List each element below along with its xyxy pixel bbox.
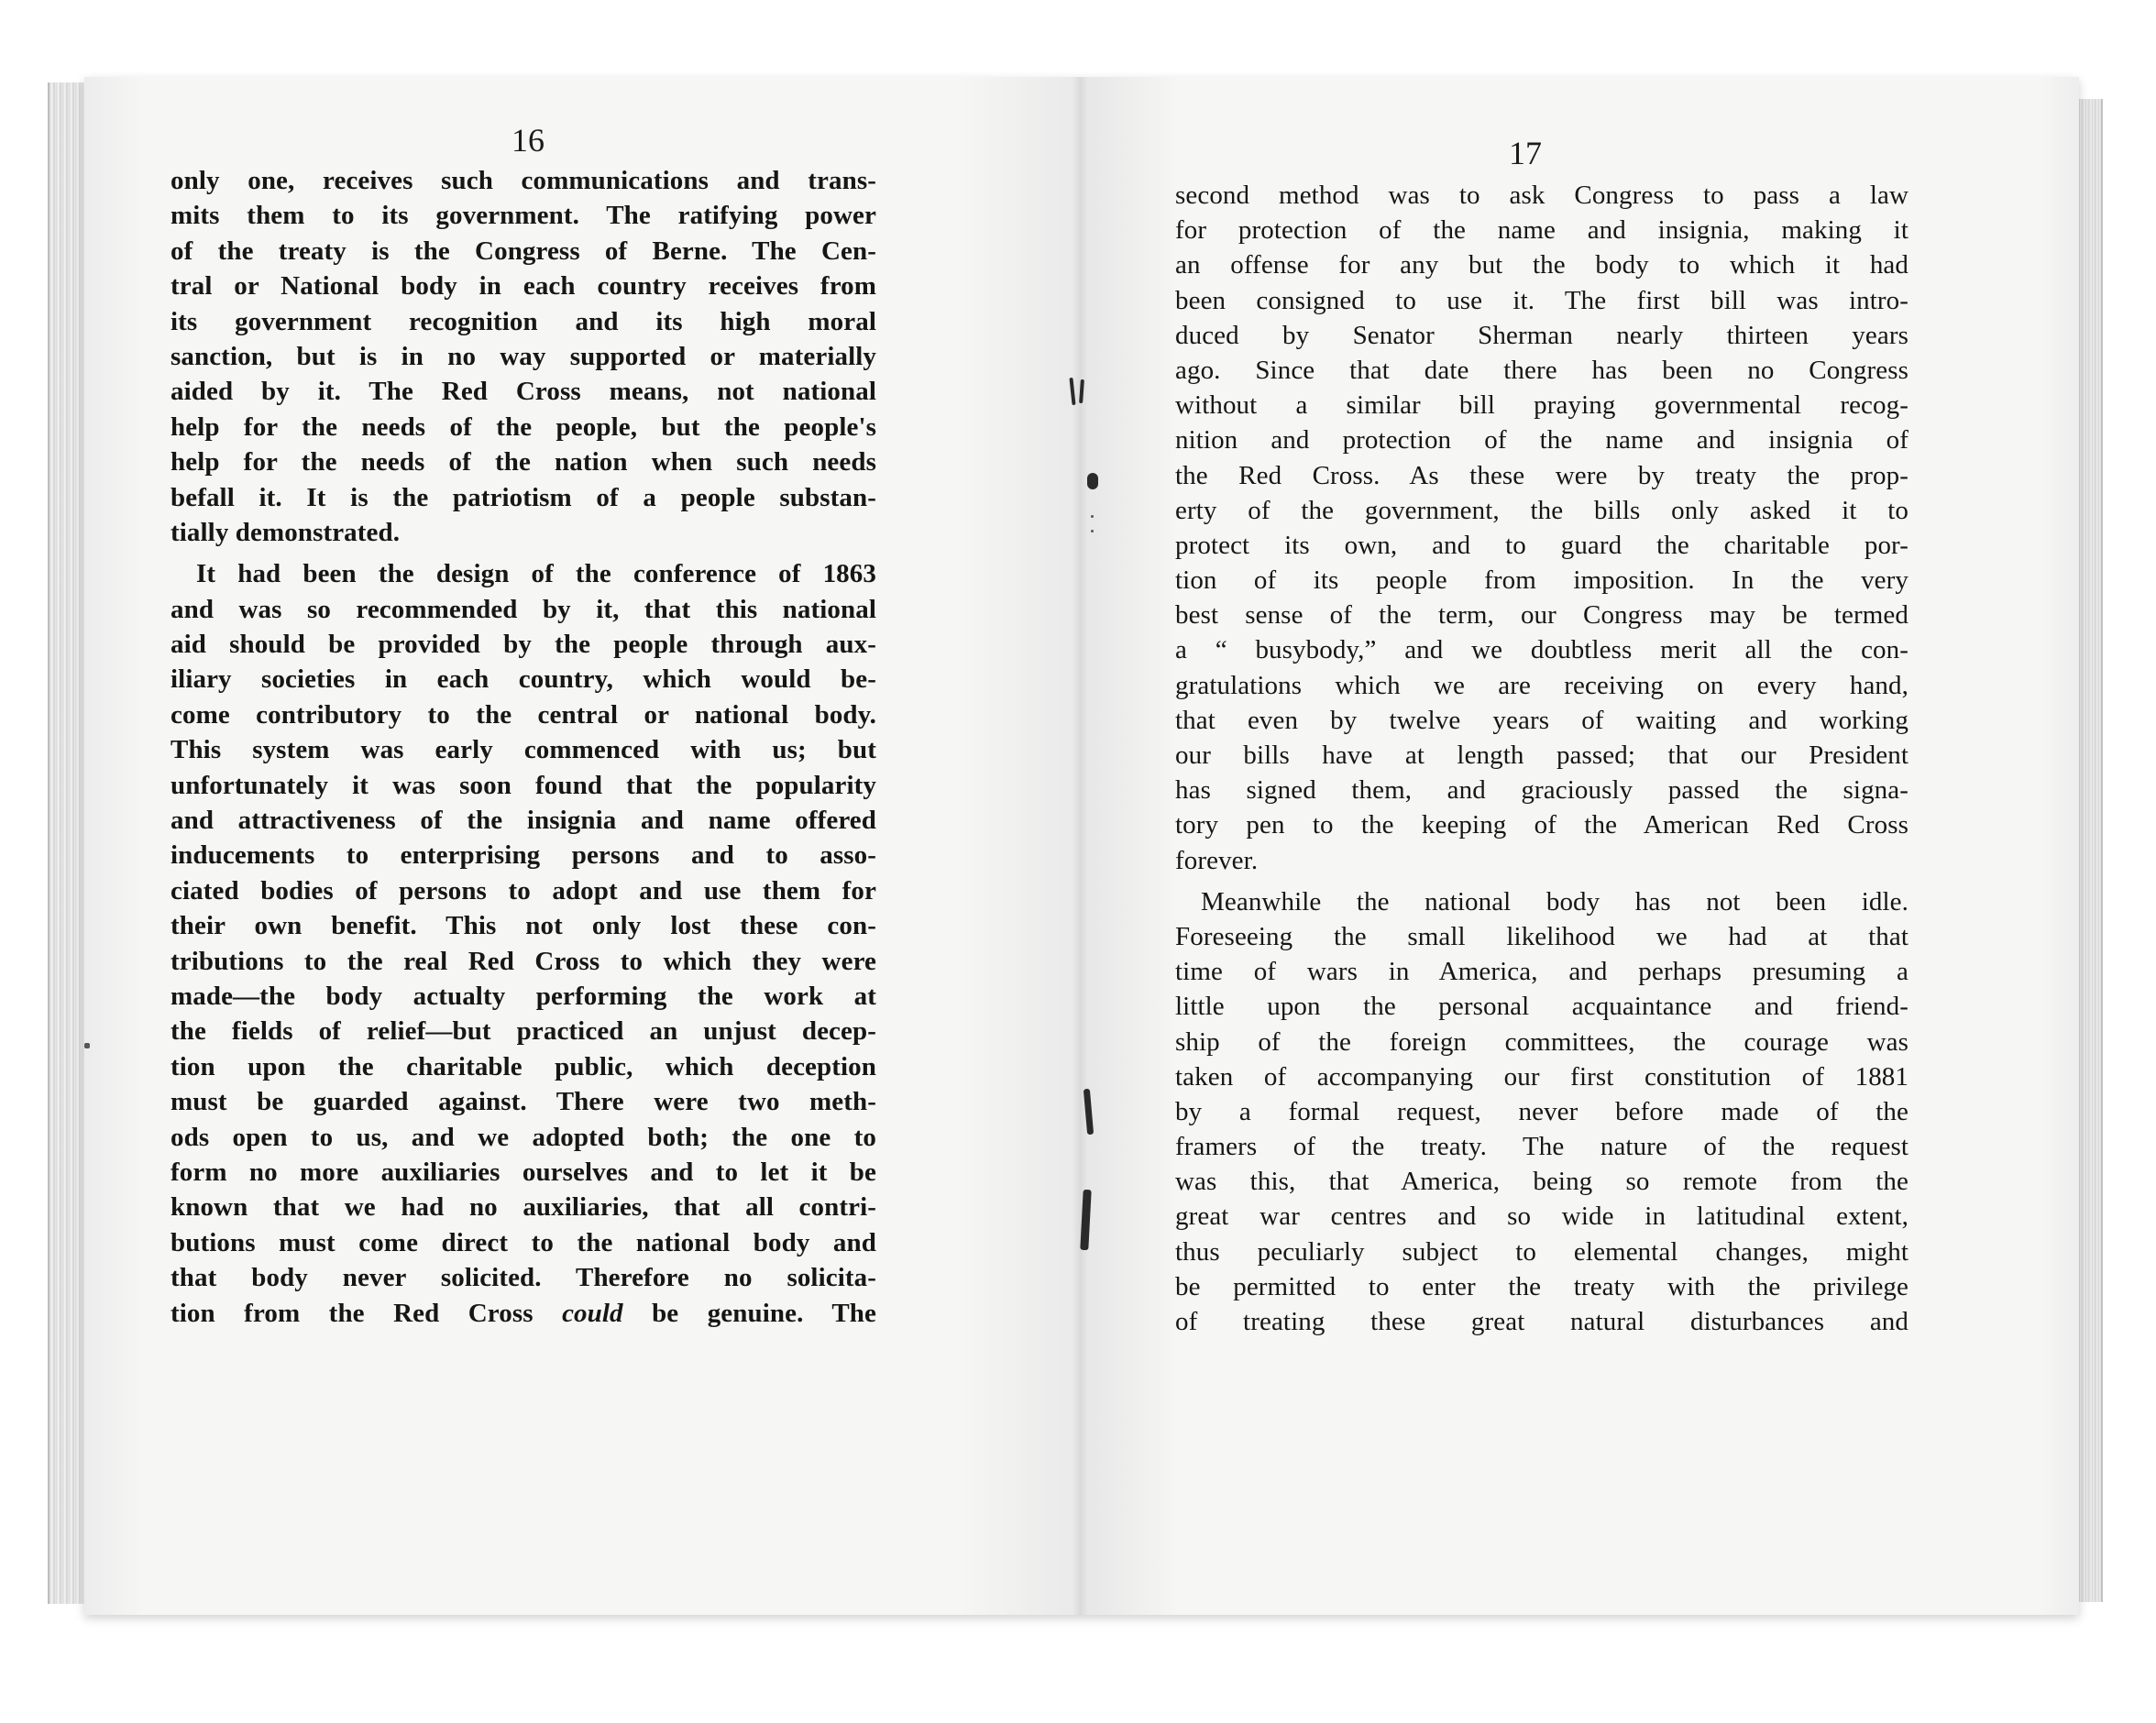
text-line: second method was to ask Congress to pass a law — [1175, 181, 1908, 210]
text-line: thus peculiarly subject to elemental changes, might — [1175, 1236, 1908, 1267]
text-line: butions must come direct to the national body and — [170, 1227, 876, 1257]
text-line: help for the needs of the people, but the people's — [170, 412, 876, 442]
page-fleck — [84, 1043, 90, 1048]
text-line: Foreseeing the small likelihood we had at that — [1175, 921, 1908, 951]
text-line: framers of the treaty. The nature of the request — [1175, 1132, 1908, 1162]
text-line: ciated bodies of persons to adopt and use them for — [170, 875, 876, 905]
text-line: the Red Cross. As these were by treaty the prop- — [1175, 460, 1908, 490]
text-line: erty of the government, the bills only asked it to — [1175, 495, 1908, 525]
text-line: that body never solicited. Therefore no solicita- — [170, 1263, 876, 1293]
text-line: form no more auxiliaries ourselves and to let it be — [170, 1157, 876, 1187]
text-line: made—the body actualty performing the work at — [170, 981, 876, 1011]
text-line: of the treaty is the Congress of Berne. The Cen- — [170, 236, 876, 266]
text-line: tral or National body in each country receives from — [170, 271, 876, 302]
text-line: and was so recommended by it, that this national — [170, 594, 876, 624]
text-line: known that we had no auxiliaries, that all contri- — [170, 1192, 876, 1223]
text-line: tributions to the real Red Cross to which they were — [170, 946, 876, 976]
final-line-emphasis: could — [562, 1298, 623, 1328]
text-line: befall it. It is the patriotism of a people substan- — [170, 482, 876, 512]
text-line: tion of its people from imposition. In the very — [1175, 565, 1908, 596]
text-line: has signed them, and graciously passed the signa- — [1175, 775, 1908, 806]
text-line: mits them to its government. The ratifying power — [170, 201, 876, 231]
binding-thread-mark — [1087, 473, 1098, 489]
text-line: without a similar bill praying governmental recog- — [1175, 390, 1908, 421]
right-page-number: 17 — [1509, 135, 1542, 171]
text-line: duced by Senator Sherman nearly thirteen years — [1175, 320, 1908, 350]
text-line: gratulations which we are receiving on every hand, — [1175, 670, 1908, 700]
text-line: a “ busybody,” and we doubtless merit all the con- — [1175, 635, 1908, 665]
book-gutter — [1072, 77, 1087, 1615]
text-line: been consigned to use it. The first bill was intro- — [1175, 285, 1908, 315]
final-line-start: tion from the Red Cross — [170, 1298, 563, 1328]
text-line: aided by it. The Red Cross means, not national — [170, 377, 876, 407]
text-line: time of wars in America, and perhaps presuming a — [1175, 957, 1908, 987]
final-line-end: be genuine. The — [622, 1298, 876, 1328]
text-line: little upon the personal acquaintance and friend- — [1175, 992, 1908, 1022]
text-line: This system was early commenced with us; but — [170, 735, 876, 765]
text-line: unfortunately it was soon found that the popularity — [170, 770, 876, 800]
binding-dot — [1091, 515, 1094, 518]
text-line: protect its own, and to guard the charitable por- — [1175, 530, 1908, 560]
text-line: by a formal request, never before made of the — [1175, 1096, 1908, 1126]
text-line: our bills have at length passed; that our President — [1175, 741, 1908, 770]
text-line: nition and protection of the name and insignia of — [1175, 425, 1908, 455]
text-line: ago. Since that date there has been no Congress — [1175, 355, 1908, 385]
text-line: inducements to enterprising persons and to asso- — [170, 840, 876, 871]
text-line: iliary societies in each country, which would be- — [170, 664, 876, 695]
text-line: was this, that America, being so remote from the — [1175, 1167, 1908, 1197]
left-page-number: 16 — [512, 122, 544, 159]
text-line: their own benefit. This not only lost these con- — [170, 911, 876, 941]
text-line: help for the needs of the nation when such needs — [170, 447, 876, 477]
text-line: and attractiveness of the insignia and name offered — [170, 806, 876, 836]
text-line: ship of the foreign committees, the courage was — [1175, 1026, 1908, 1057]
text-line: the fields of relief—but practiced an unjust decep- — [170, 1016, 876, 1047]
right-page-text — [1175, 178, 1908, 1339]
text-line: must be guarded against. There were two meth- — [170, 1087, 876, 1117]
text-line: tory pen to the keeping of the American Red Cross — [1175, 810, 1908, 840]
text-line: great war centres and so wide in latitudinal extent, — [1175, 1202, 1908, 1232]
binding-dot — [1091, 530, 1094, 532]
text-line: only one, receives such communications and trans- — [170, 166, 876, 195]
text-line: of treating these great natural disturbances and — [1175, 1307, 1908, 1336]
text-line: It had been the design of the conference of 1863 — [196, 559, 876, 589]
text-line: best sense of the term, our Congress may be termed — [1175, 600, 1908, 631]
text-line: tion upon the charitable public, which deception — [170, 1051, 876, 1081]
left-page-text — [170, 163, 876, 1331]
text-line-final — [170, 1296, 876, 1331]
text-line: forever. — [1175, 845, 1259, 875]
text-line: that even by twelve years of waiting and working — [1175, 705, 1908, 735]
text-line: tially demonstrated. — [170, 517, 401, 547]
text-line: for protection of the name and insignia, making it — [1175, 215, 1908, 246]
page-edges-left — [48, 82, 88, 1604]
text-line: be permitted to enter the treaty with the privilege — [1175, 1271, 1908, 1301]
text-line: ods open to us, and we adopted both; the one to — [170, 1122, 876, 1152]
text-line: aid should be provided by the people through aux- — [170, 630, 876, 660]
text-line: come contributory to the central or national body. — [170, 699, 876, 730]
text-line: its government recognition and its high moral — [170, 306, 876, 336]
text-line: an offense for any but the body to which it had — [1175, 250, 1908, 280]
text-line: taken of accompanying our first constitution of 1881 — [1175, 1061, 1908, 1092]
text-line: Meanwhile the national body has not been idle. — [1201, 886, 1908, 916]
text-line: sanction, but is in no way supported or materially — [170, 341, 876, 371]
